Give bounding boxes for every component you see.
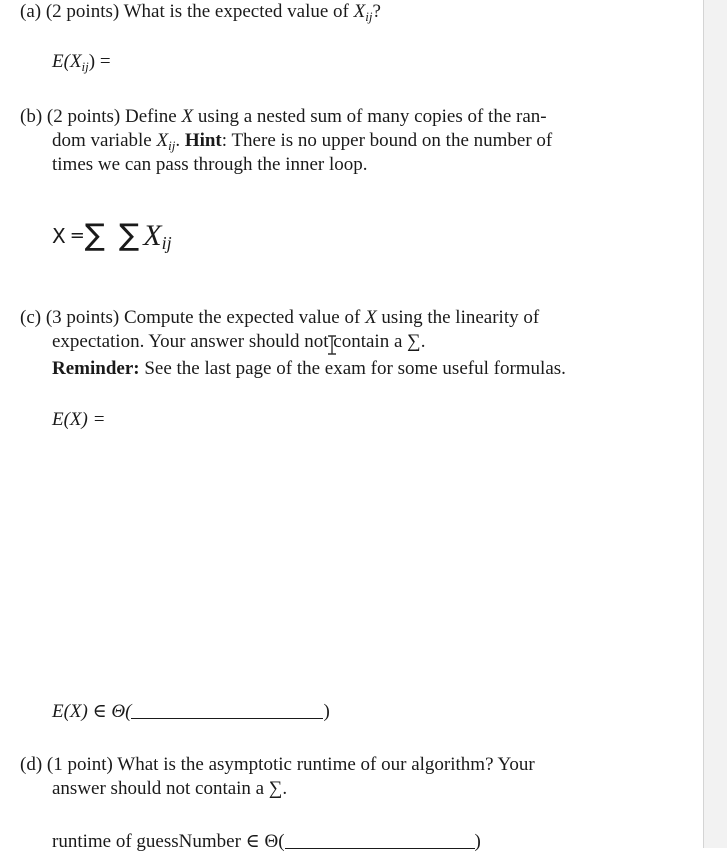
part-a-label: (a)	[20, 1, 42, 22]
part-b-var1: X	[181, 106, 194, 127]
part-c-text1: Compute the expected value of	[123, 307, 361, 328]
part-d-text1: What is the asymptotic runtime of our algorithm? Your	[117, 754, 535, 775]
part-a-var: X	[353, 1, 366, 22]
part-c-points: (3 points)	[45, 307, 120, 328]
part-b-text2: using a nested sum of many copies of the ran-	[197, 106, 547, 127]
part-c-ans2-post: )	[323, 701, 330, 722]
part-c-text2: using the linearity of	[381, 307, 540, 328]
part-c-not: not	[304, 331, 329, 352]
part-c-text3: expectation. Your answer should	[52, 331, 305, 352]
hw-eq: =	[69, 225, 85, 246]
part-c-reminder-text: See the last page of the exam for some useful formulas.	[139, 358, 566, 379]
part-c-reminder-label: Reminder:	[52, 358, 140, 379]
part-b-points: (2 points)	[46, 106, 121, 127]
part-c-var1: X	[365, 307, 377, 328]
part-b-hint-text: : There is no upper bound on the number of	[221, 130, 553, 151]
viewer-gutter	[703, 0, 727, 848]
part-c-reminder	[52, 357, 566, 381]
part-b-line1	[20, 105, 547, 129]
hw-sigma-inner: ∑	[119, 218, 140, 253]
part-a-sub: ij	[365, 9, 373, 24]
part-b-text1: Define	[125, 106, 177, 127]
part-a-points: (2 points)	[45, 1, 120, 22]
part-a-question	[20, 0, 381, 29]
hw-xij-sub: ij	[161, 233, 172, 254]
part-d-label: (d)	[20, 754, 43, 775]
part-d-line2	[52, 777, 287, 801]
part-a-answer[interactable]	[52, 50, 111, 79]
part-d-period: .	[282, 778, 288, 799]
part-c-text4: contain a	[328, 331, 408, 352]
hw-sigma-outer: ∑	[84, 218, 106, 253]
part-a-ans-post: ) =	[88, 51, 111, 72]
part-c-answer1[interactable]	[52, 408, 105, 432]
part-c-theta-blank[interactable]	[131, 698, 323, 719]
part-d-ans-post: )	[474, 831, 481, 852]
part-c-answer2[interactable]	[52, 698, 330, 724]
part-a-ans-pre: E(	[52, 51, 70, 72]
part-b-line3: times we can pass through the inner loop.	[52, 154, 368, 175]
part-d-ans-pre: runtime of guessNumber ∈ Θ(	[52, 831, 285, 852]
part-b-text3: dom variable	[52, 130, 152, 151]
part-c-ans1-text: E(X) =	[52, 409, 106, 430]
part-a-text: What is the expected value of	[123, 1, 349, 22]
part-b-period: .	[175, 130, 181, 151]
part-c-line2	[52, 330, 425, 354]
part-d-sigma: ∑	[268, 778, 283, 799]
part-d-line1	[20, 753, 535, 777]
part-b-hint-label: Hint	[184, 130, 222, 151]
part-b-handwritten-answer[interactable]	[52, 218, 172, 262]
part-d-text2: answer should not contain a	[52, 778, 269, 799]
text-cursor-icon	[327, 335, 337, 355]
hw-xij: X	[143, 218, 162, 252]
part-c-sigma: ∑	[407, 331, 421, 352]
part-c-label: (c)	[20, 307, 42, 328]
part-b-var2: X	[156, 130, 169, 151]
part-a-ans-var: X	[69, 51, 82, 72]
part-d-theta-blank[interactable]	[285, 828, 475, 849]
part-a-qmark: ?	[372, 1, 381, 22]
part-c-ans2-pre: E(X) ∈ Θ(	[52, 701, 132, 722]
part-c-period: .	[420, 331, 426, 352]
part-b-sub2: ij	[168, 138, 176, 153]
hw-x: X	[52, 223, 66, 248]
part-d-answer[interactable]	[52, 828, 481, 854]
part-b-label: (b)	[20, 106, 43, 127]
part-a-ans-sub: ij	[81, 59, 89, 74]
part-d-points: (1 point)	[46, 754, 113, 775]
part-c-line1	[20, 306, 539, 330]
